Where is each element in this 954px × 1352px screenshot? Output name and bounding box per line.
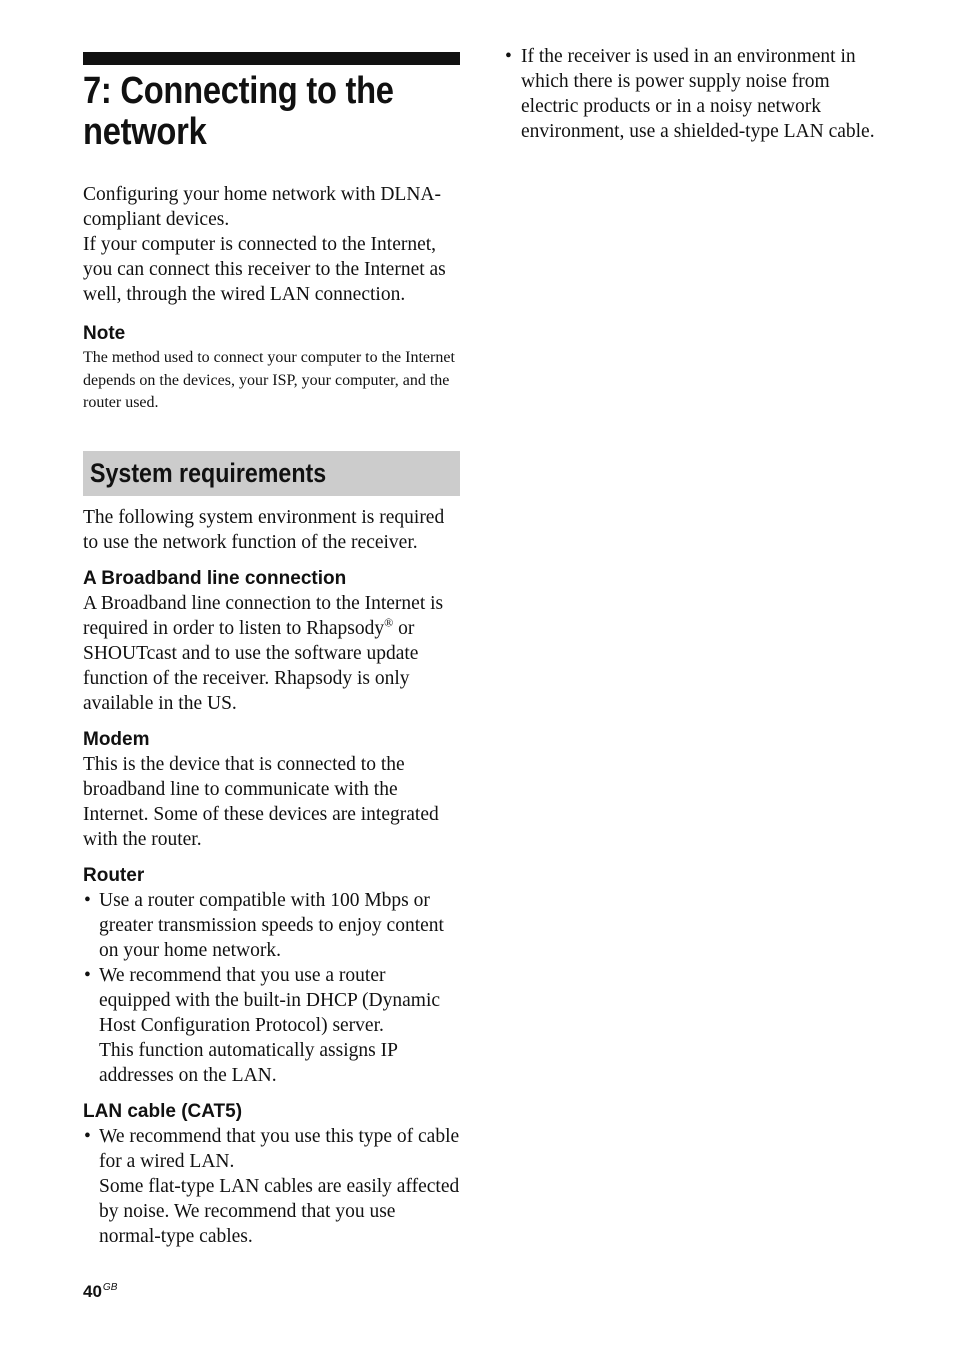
list-item-text: If the receiver is used in an environment in which there is power supply noise from electric products or in a noisy network environment, use a shielded-type LAN cable. xyxy=(521,46,875,142)
list-item-extra: This function automatically assigns IP addresses on the LAN. xyxy=(99,1039,398,1086)
registered-mark: ® xyxy=(384,615,394,629)
list-item-extra: Some flat-type LAN cables are easily affected by noise. We recommend that you use normal-type cables. xyxy=(99,1175,460,1247)
note-text: The method used to connect your computer to the Internet depends on the devices, your ISP, your computer, and the router used. xyxy=(83,349,455,411)
broadband-text-after: or SHOUTcast and to use the software update function of the receiver. Rhapsody is only available in the US. xyxy=(83,617,419,714)
bullet-icon: • xyxy=(505,46,512,67)
list-item xyxy=(83,1124,460,1249)
lan-list xyxy=(83,1124,460,1249)
section-header-bar xyxy=(83,451,460,496)
modem-heading: Modem xyxy=(83,728,150,750)
chapter-title-line1: 7: Connecting to the xyxy=(83,70,394,112)
intro-paragraph-2: If your computer is connected to the Internet, you can connect this receiver to the Internet as well, through the wired LAN connection. xyxy=(83,234,446,305)
lan-heading: LAN cable (CAT5) xyxy=(83,1100,243,1122)
bullet-icon: • xyxy=(84,1125,91,1147)
list-item xyxy=(83,888,460,963)
broadband-heading: A Broadband line connection xyxy=(83,567,347,589)
right-column xyxy=(504,44,884,144)
list-item xyxy=(83,963,460,1088)
list-item-text: Use a router compatible with 100 Mbps or greater transmission speeds to enjoy content on your home network. xyxy=(99,889,444,961)
bullet-icon: • xyxy=(84,964,91,986)
router-list xyxy=(83,888,460,1088)
modem-text: This is the device that is connected to the broadband line to communicate with the Internet. Some of these devices are integrated with the router. xyxy=(83,753,439,850)
page-number-suffix: GB xyxy=(102,1282,118,1293)
broadband-text xyxy=(83,591,460,716)
list-item xyxy=(504,44,884,144)
list-item-text: We recommend that you use this type of cable for a wired LAN. xyxy=(99,1125,460,1172)
broadband-text-before: A Broadband line connection to the Internet is required in order to listen to Rhapsody xyxy=(83,592,444,639)
page-number-value: 40 xyxy=(83,1282,102,1301)
section-title: System requirements xyxy=(90,457,327,488)
lan-list-continued xyxy=(504,44,884,144)
section-intro: The following system environment is required to use the network function of the receiver. xyxy=(83,506,445,553)
router-heading: Router xyxy=(83,864,145,886)
page-number xyxy=(83,1282,117,1302)
chapter-top-rule xyxy=(83,52,460,65)
left-column xyxy=(83,52,460,1249)
intro-paragraph-1: Configuring your home network with DLNA-compliant devices. xyxy=(83,184,441,230)
list-item-text: We recommend that you use a router equipped with the built-in DHCP (Dynamic Host Configuration Protocol) server. xyxy=(99,964,441,1036)
chapter-title-line2: network xyxy=(83,111,207,153)
bullet-icon: • xyxy=(84,889,91,911)
chapter-title xyxy=(83,71,461,153)
note-heading: Note xyxy=(83,323,126,344)
